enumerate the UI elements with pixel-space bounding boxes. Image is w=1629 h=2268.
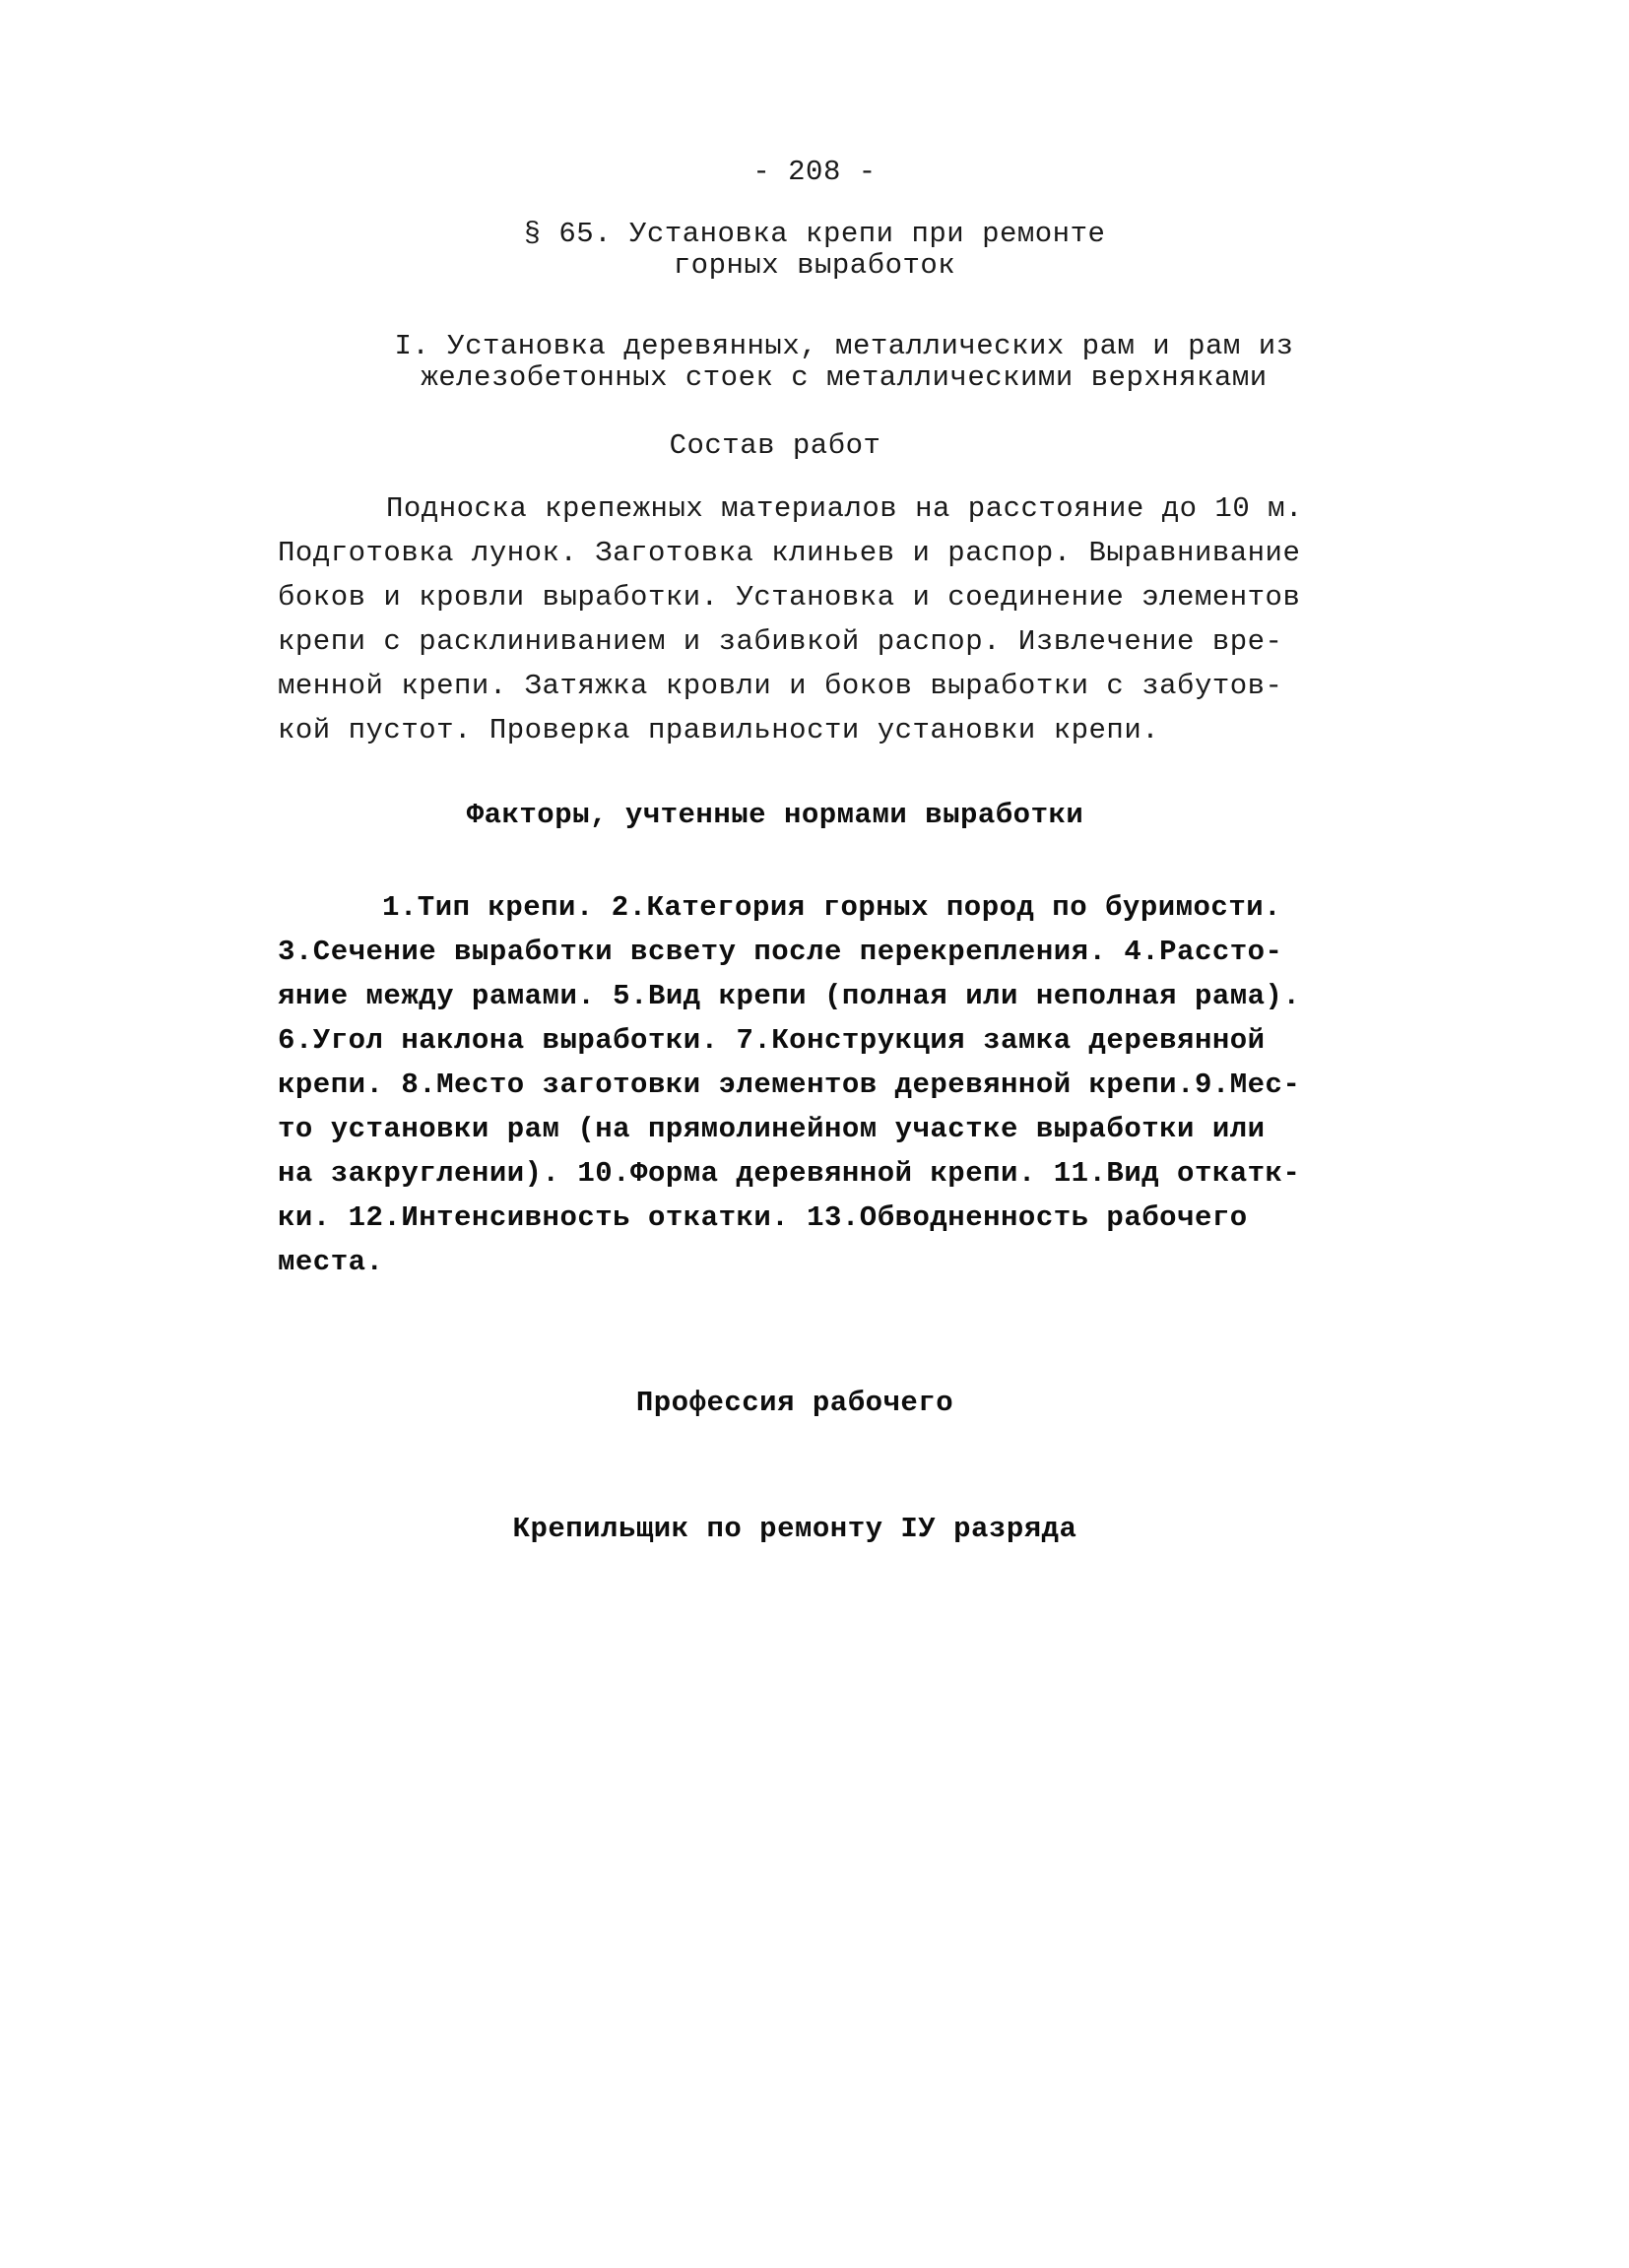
section-title-line-2: горных выработок — [673, 249, 956, 282]
factors-line: 3.Сечение выработки всвету после перекрепления. 4.Рассто- — [278, 936, 1283, 968]
work-composition-line: Подготовка лунок. Заготовка клиньев и распор. Выравнивание — [278, 537, 1301, 569]
factors-line: ки. 12.Интенсивность откатки. 13.Обводненность рабочего — [278, 1201, 1248, 1234]
section-title-line-1: § 65. Установка крепи при ремонте — [523, 218, 1106, 250]
work-composition-line: менной крепи. Затяжка кровли и боков выработки с забутов- — [278, 670, 1283, 702]
factors-line: крепи. 8.Место заготовки элементов деревянной крепи.9.Мес- — [278, 1069, 1301, 1101]
work-composition-line: крепи с расклиниванием и забивкой распор. Извлечение вре- — [278, 625, 1283, 658]
factors-line: на закруглении). 10.Форма деревянной крепи. 11.Вид откатк- — [278, 1157, 1301, 1190]
subsection-title-line-1: I. Установка деревянных, металлических рам и рам из — [394, 330, 1294, 362]
work-composition-heading: Состав работ — [669, 429, 881, 462]
work-composition-line: боков и кровли выработки. Установка и соединение элементов — [278, 581, 1301, 614]
subsection-title-line-2: железобетонных стоек с металлическими верхняками — [421, 361, 1268, 394]
profession-heading: Профессия рабочего — [635, 1387, 954, 1419]
factors-line: места. — [278, 1246, 384, 1278]
factors-line: яние между рамами. 5.Вид крепи (полная или неполная рама). — [278, 980, 1301, 1012]
page-number: - 208 - — [752, 156, 877, 188]
worker-profession: Крепильщик по ремонту IУ разряда — [512, 1513, 1077, 1545]
work-composition-line: кой пустот. Проверка правильности установки крепи. — [278, 714, 1160, 746]
factors-line: 6.Угол наклона выработки. 7.Конструкция замка деревянной — [278, 1024, 1266, 1057]
factors-heading: Факторы, учтенные нормами выработки — [466, 799, 1084, 831]
work-composition-line: Подноска крепежных материалов на расстояние до 10 м. — [386, 492, 1303, 525]
factors-line: 1.Тип крепи. 2.Категория горных пород по буримости. — [382, 891, 1282, 924]
factors-line: то установки рам (на прямолинейном участке выработки или — [278, 1113, 1266, 1145]
